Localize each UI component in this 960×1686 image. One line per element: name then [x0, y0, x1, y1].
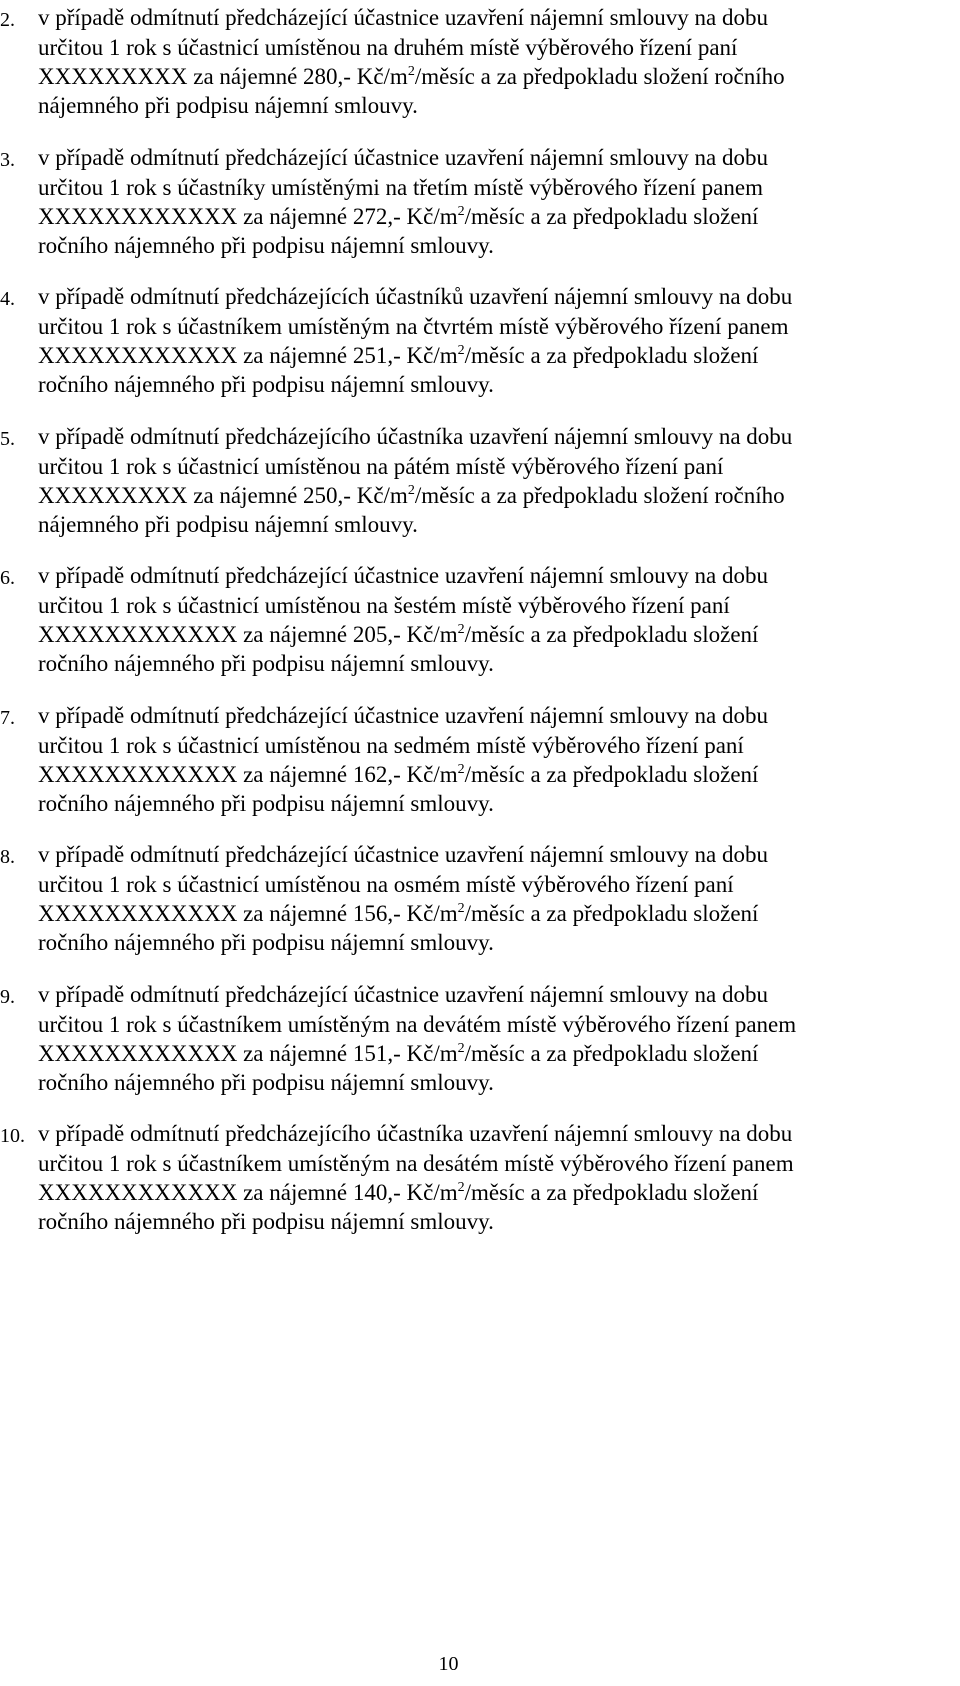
- rent-text: XXXXXXXXXXXX za nájemné 151,- Kč/m: [38, 1041, 458, 1066]
- item-text-line: v případě odmítnutí předcházející účastnice uzavření nájemní smlouvy na dobu: [38, 5, 769, 30]
- superscript: 2: [457, 762, 465, 777]
- item-number: 8.: [0, 846, 15, 868]
- item-text-line: v případě odmítnutí předcházejícího účastníka uzavření nájemní smlouvy na dobu: [38, 1121, 793, 1146]
- item-text-line: v případě odmítnutí předcházející účastnice uzavření nájemní smlouvy na dobu: [38, 842, 769, 867]
- superscript: 2: [457, 204, 465, 219]
- item-text-line: určitou 1 rok s účastníky umístěnými na třetím místě výběrového řízení panem: [38, 175, 763, 200]
- item-number: 2.: [0, 9, 15, 31]
- item-text-line: určitou 1 rok s účastnicí umístěnou na pátém místě výběrového řízení paní: [38, 454, 724, 479]
- item-text-line: ročního nájemného při podpisu nájemní smlouvy.: [38, 791, 494, 816]
- item-text-line: ročního nájemného při podpisu nájemní smlouvy.: [38, 651, 494, 676]
- rent-text-tail: /měsíc a za předpokladu složení: [464, 343, 759, 368]
- rent-text-tail: /měsíc a za předpokladu složení: [464, 901, 759, 926]
- item-text-line: v případě odmítnutí předcházejících účastníků uzavření nájemní smlouvy na dobu: [38, 284, 793, 309]
- rent-text: XXXXXXXXXXXX za nájemné 162,- Kč/m: [38, 762, 458, 787]
- page-number: 10: [438, 1653, 459, 1675]
- rent-text-tail: /měsíc a za předpokladu složení: [464, 1041, 759, 1066]
- item-text-line: [38, 63, 785, 91]
- rent-text: XXXXXXXXXXXX za nájemné 205,- Kč/m: [38, 622, 458, 647]
- item-text-line: určitou 1 rok s účastníkem umístěným na devátém místě výběrového řízení panem: [38, 1012, 797, 1037]
- item-text-line: [38, 482, 785, 510]
- item-text-line: nájemného při podpisu nájemní smlouvy.: [38, 93, 418, 118]
- superscript: 2: [457, 901, 465, 916]
- item-number: 5.: [0, 428, 15, 450]
- item-number: 4.: [0, 288, 15, 310]
- item-text-line: ročního nájemného při podpisu nájemní smlouvy.: [38, 372, 494, 397]
- item-text-line: určitou 1 rok s účastnicí umístěnou na druhém místě výběrového řízení paní: [38, 35, 738, 60]
- rent-text: XXXXXXXXX za nájemné 280,- Kč/m: [38, 64, 408, 89]
- rent-text-tail: /měsíc a za předpokladu složení ročního: [414, 483, 785, 508]
- item-text-line: určitou 1 rok s účastnicí umístěnou na šestém místě výběrového řízení paní: [38, 593, 730, 618]
- item-text-line: [38, 1179, 758, 1207]
- item-text-line: [38, 621, 758, 649]
- item-number: 7.: [0, 707, 15, 729]
- item-text-line: ročního nájemného při podpisu nájemní smlouvy.: [38, 930, 494, 955]
- rent-text-tail: /měsíc a za předpokladu složení: [464, 622, 759, 647]
- item-number: 6.: [0, 567, 15, 589]
- item-text-line: určitou 1 rok s účastníkem umístěným na desátém místě výběrového řízení panem: [38, 1151, 794, 1176]
- item-number: 10.: [0, 1125, 25, 1147]
- item-text-line: určitou 1 rok s účastnicí umístěnou na osmém místě výběrového řízení paní: [38, 872, 734, 897]
- item-text-line: určitou 1 rok s účastnicí umístěnou na sedmém místě výběrového řízení paní: [38, 733, 744, 758]
- rent-text: XXXXXXXXXXXX za nájemné 251,- Kč/m: [38, 343, 458, 368]
- superscript: 2: [457, 1041, 465, 1056]
- item-text-line: v případě odmítnutí předcházející účastnice uzavření nájemní smlouvy na dobu: [38, 145, 769, 170]
- superscript: 2: [407, 483, 415, 498]
- superscript: 2: [457, 343, 465, 358]
- rent-text: XXXXXXXXXXXX za nájemné 272,- Kč/m: [38, 204, 458, 229]
- item-number: 9.: [0, 986, 15, 1008]
- item-text-line: ročního nájemného při podpisu nájemní smlouvy.: [38, 1070, 494, 1095]
- rent-text-tail: /měsíc a za předpokladu složení ročního: [414, 64, 785, 89]
- item-text-line: nájemného při podpisu nájemní smlouvy.: [38, 512, 418, 537]
- item-text-line: v případě odmítnutí předcházející účastnice uzavření nájemní smlouvy na dobu: [38, 563, 769, 588]
- item-text-line: [38, 203, 758, 231]
- superscript: 2: [457, 1180, 465, 1195]
- item-text-line: [38, 900, 758, 928]
- item-text-line: určitou 1 rok s účastníkem umístěným na čtvrtém místě výběrového řízení panem: [38, 314, 789, 339]
- rent-text: XXXXXXXXXXXX za nájemné 140,- Kč/m: [38, 1180, 458, 1205]
- item-text-line: [38, 342, 758, 370]
- rent-text: XXXXXXXXX za nájemné 250,- Kč/m: [38, 483, 408, 508]
- rent-text-tail: /měsíc a za předpokladu složení: [464, 1180, 759, 1205]
- item-text-line: v případě odmítnutí předcházející účastnice uzavření nájemní smlouvy na dobu: [38, 703, 769, 728]
- item-text-line: [38, 761, 758, 789]
- superscript: 2: [457, 622, 465, 637]
- rent-text-tail: /měsíc a za předpokladu složení: [464, 204, 759, 229]
- item-text-line: v případě odmítnutí předcházející účastnice uzavření nájemní smlouvy na dobu: [38, 982, 769, 1007]
- item-text-line: ročního nájemného při podpisu nájemní smlouvy.: [38, 1209, 494, 1234]
- rent-text-tail: /měsíc a za předpokladu složení: [464, 762, 759, 787]
- superscript: 2: [407, 64, 415, 79]
- item-text-line: v případě odmítnutí předcházejícího účastníka uzavření nájemní smlouvy na dobu: [38, 424, 793, 449]
- item-number: 3.: [0, 149, 15, 171]
- item-text-line: [38, 1040, 758, 1068]
- item-text-line: ročního nájemného při podpisu nájemní smlouvy.: [38, 233, 494, 258]
- rent-text: XXXXXXXXXXXX za nájemné 156,- Kč/m: [38, 901, 458, 926]
